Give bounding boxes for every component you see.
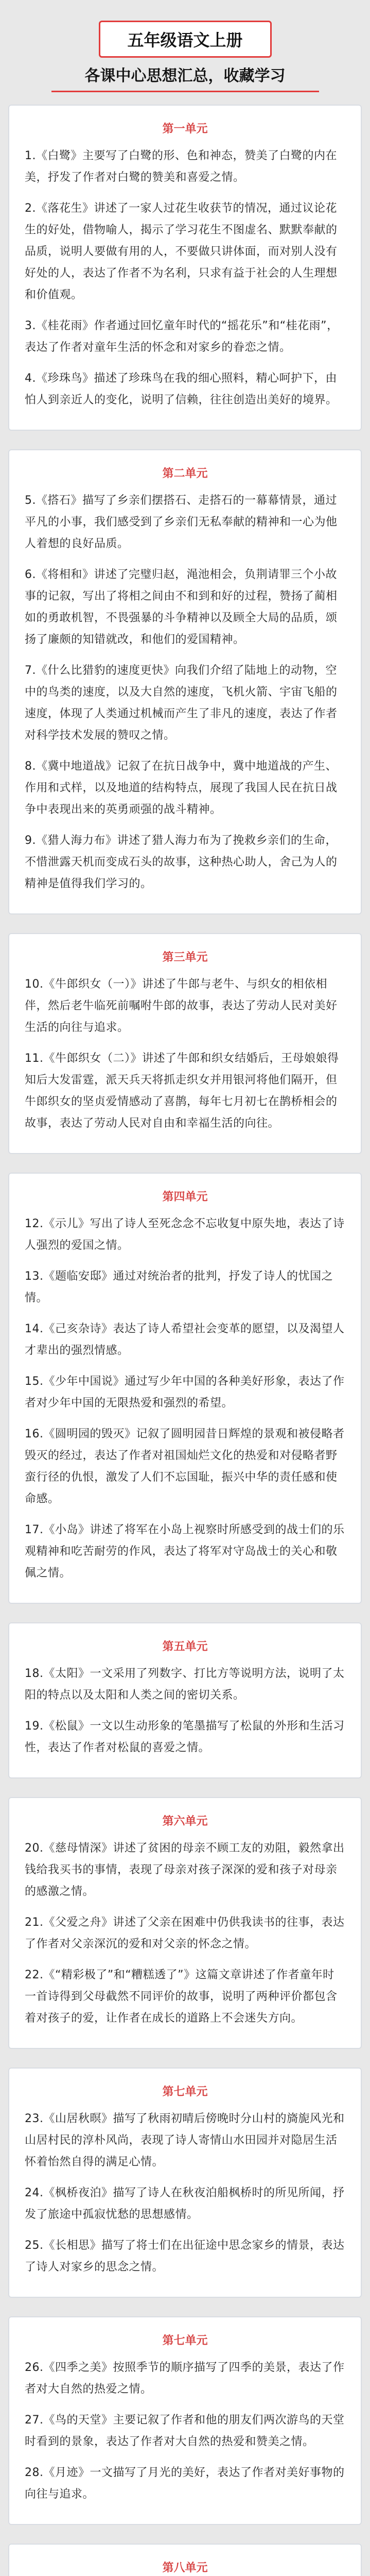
unit-card: [8, 2544, 362, 2576]
lesson-summary: 25.《长相思》描写了将士们在出征途中思念家乡的情景，表达了诗人对家乡的思念之情。: [25, 2239, 345, 2274]
lesson-summary: 3.《桂花雨》作者通过回忆童年时代的“摇花乐”和“桂花雨”，表达了作者对童年生活的怀念和对家乡的眷恋之情。: [25, 319, 339, 354]
unit-list: [4, 105, 366, 2576]
unit-label: 第五单元: [162, 1640, 208, 1653]
lesson-summary: 13.《题临安邸》通过对统治者的批判，抒发了诗人的忧国之情。: [25, 1270, 333, 1304]
page-title: 五年级语文上册: [99, 21, 272, 58]
unit-card: [8, 1173, 362, 1604]
unit-label: 第七单元: [162, 2086, 208, 2098]
lesson-summary: 21.《父爱之舟》讲述了父亲在困难中仍供我读书的往事，表达了作者对父亲深沉的爱和对父亲的怀念之情。: [25, 1916, 345, 1951]
lesson-summary: 18.《太阳》一文采用了列数字、打比方等说明方法，说明了太阳的特点以及太阳和人类之间的密切关系。: [25, 1667, 345, 1702]
lesson-summary: 12.《示儿》写出了诗人至死念念不忘收复中原失地，表达了诗人强烈的爱国之情。: [25, 1217, 345, 1252]
unit-label: 第三单元: [162, 951, 208, 964]
unit-label: 第八单元: [162, 2562, 208, 2574]
unit-card: [8, 1622, 362, 1778]
lesson-summary: 20.《慈母情深》讲述了贫困的母亲不顾工友的劝阻，毅然拿出钱给我买书的事情，表现了母亲对孩子深深的爱和孩子对母亲的感激之情。: [25, 1842, 345, 1898]
lesson-summary: 23.《山居秋暝》描写了秋雨初晴后傍晚时分山村的旖旎风光和山居村民的淳朴风尚，表现了诗人寄情山水田园并对隐居生活怀着怡然自得的满足心情。: [25, 2112, 345, 2168]
unit-label: 第一单元: [162, 123, 208, 135]
lesson-summary: 27.《鸟的天堂》主要记叙了作者和他的朋友们两次游鸟的天堂时看到的景象，表达了作者对大自然的热爱和赞美之情。: [25, 2414, 345, 2448]
unit-label: 第六单元: [162, 1815, 208, 1828]
lesson-summary: 8.《冀中地道战》记叙了在抗日战争中，冀中地道战的产生、作用和式样，以及地道的结构特点，展现了我国人民在抗日战争中表现出来的英勇顽强的战斗精神。: [25, 760, 338, 816]
unit-card: [8, 933, 362, 1154]
lesson-summary: 10.《牛郎织女（一）》讲述了牛郎与老牛、与织女的相依相伴，然后老牛临死前嘱咐牛郎的故事，表达了劳动人民对美好生活的向往与追求。: [25, 978, 338, 1034]
unit-card: [8, 1797, 362, 2049]
lesson-summary: 28.《月迹》一文描写了月光的美好，表达了作者对美好事物的向往与追求。: [25, 2466, 345, 2501]
lesson-summary: 19.《松鼠》一文以生动形象的笔墨描写了松鼠的外形和生活习性，表达了作者对松鼠的喜爱之情。: [25, 1720, 345, 1754]
lesson-summary: 5.《搭石》描写了乡亲们摆搭石、走搭石的一幕幕情景，通过平凡的小事，我们感受到了乡亲们无私奉献的精神和一心为他人着想的良好品质。: [25, 494, 338, 550]
unit-card: [8, 2316, 362, 2525]
unit-label: 第四单元: [162, 1191, 208, 1204]
lesson-summary: 2.《落花生》讲述了一家人过花生收获节的情况，通过议论花生的好处，借物喻人，揭示了学习花生不图虚名、默默奉献的品质，说明人要做有用的人，不要做只讲体面，而对别人没有好处的人，表达了作者不为名利，只求有益于社会的人生理想和价值观。: [25, 202, 338, 301]
unit-label: 第二单元: [162, 467, 208, 480]
lesson-summary: 17.《小岛》讲述了将军在小岛上视察时所感受到的战士们的乐观精神和吃苦耐劳的作风，表达了将军对守岛战士的关心和敬佩之情。: [25, 1523, 345, 1580]
lesson-summary: 14.《己亥杂诗》表达了诗人希望社会变革的愿望，以及渴望人才辈出的强烈情感。: [25, 1323, 345, 1357]
lesson-summary: 1.《白鹭》主要写了白鹭的形、色和神态，赞美了白鹭的内在美，抒发了作者对白鹭的赞美和喜爱之情。: [25, 149, 337, 184]
lesson-summary: 4.《珍珠鸟》描述了珍珠鸟在我的细心照料，精心呵护下，由怕人到亲近人的变化，说明了信赖，往往创造出美好的境界。: [25, 372, 338, 406]
lesson-summary: 15.《少年中国说》通过写少年中国的各种美好形象，表达了作者对少年中国的无限热爱和强烈的希望。: [25, 1375, 345, 1410]
unit-card: [8, 105, 362, 431]
lesson-summary: 9.《猎人海力布》讲述了猎人海力布为了挽救乡亲们的生命，不惜泄露天机而变成石头的故事，这种热心助人，舍己为人的精神是值得我们学习的。: [25, 834, 338, 890]
unit-card: [8, 2067, 362, 2298]
lesson-summary: 7.《什么比猎豹的速度更快》向我们介绍了陆地上的动物，空中的鸟类的速度，以及大自然的速度，飞机火箭、宇宙飞船的速度，体现了人类通过机械而产生了非凡的速度，表达了作者对科学技术发展的赞叹之情。: [25, 664, 338, 742]
lesson-summary: 24.《枫桥夜泊》描写了诗人在秋夜泊船枫桥时的所见所闻，抒发了旅途中孤寂忧愁的思想感情。: [25, 2187, 345, 2221]
unit-card: [8, 449, 362, 914]
lesson-summary: 16.《圆明园的毁灭》记叙了圆明园昔日辉煌的景观和被侵略者毁灭的经过，表达了作者对祖国灿烂文化的热爱和对侵略者野蛮行径的仇恨，激发了人们不忘国耻，振兴中华的责任感和使命感。: [25, 1428, 345, 1505]
lesson-summary: 22.《“精彩极了”和“糟糕透了”》这篇文章讲述了作者童年时一首诗得到父母截然不同评价的故事，说明了两种评价都包含着对孩子的爱，让作者在成长的道路上不会迷失方向。: [25, 1969, 338, 2025]
lesson-summary: 11.《牛郎织女（二）》讲述了牛郎和织女结婚后，王母娘娘得知后大发雷霆，派天兵天将抓走织女并用银河将他们隔开，但牛郎织女的坚贞爱情感动了喜鹊，每年七月初七在鹊桥相会的故事，表达了劳动人民对自由和幸福生活的向往。: [25, 1052, 339, 1130]
unit-label: 第七单元: [162, 2334, 208, 2347]
lesson-summary: 6.《将相和》讲述了完璧归赵，渑池相会，负荆请罪三个小故事的记叙，写出了将相之间由不和到和好的过程，赞扬了蔺相如的勇敢机智，不畏强暴的斗争精神以及顾全大局的品质，颂扬了廉颇的知错就改，和他们的爱国精神。: [25, 568, 338, 646]
page-subtitle: 各课中心思想汇总，收藏学习: [51, 63, 319, 92]
lesson-summary: 26.《四季之美》按照季节的顺序描写了四季的美景，表达了作者对大自然的热爱之情。: [25, 2361, 345, 2396]
